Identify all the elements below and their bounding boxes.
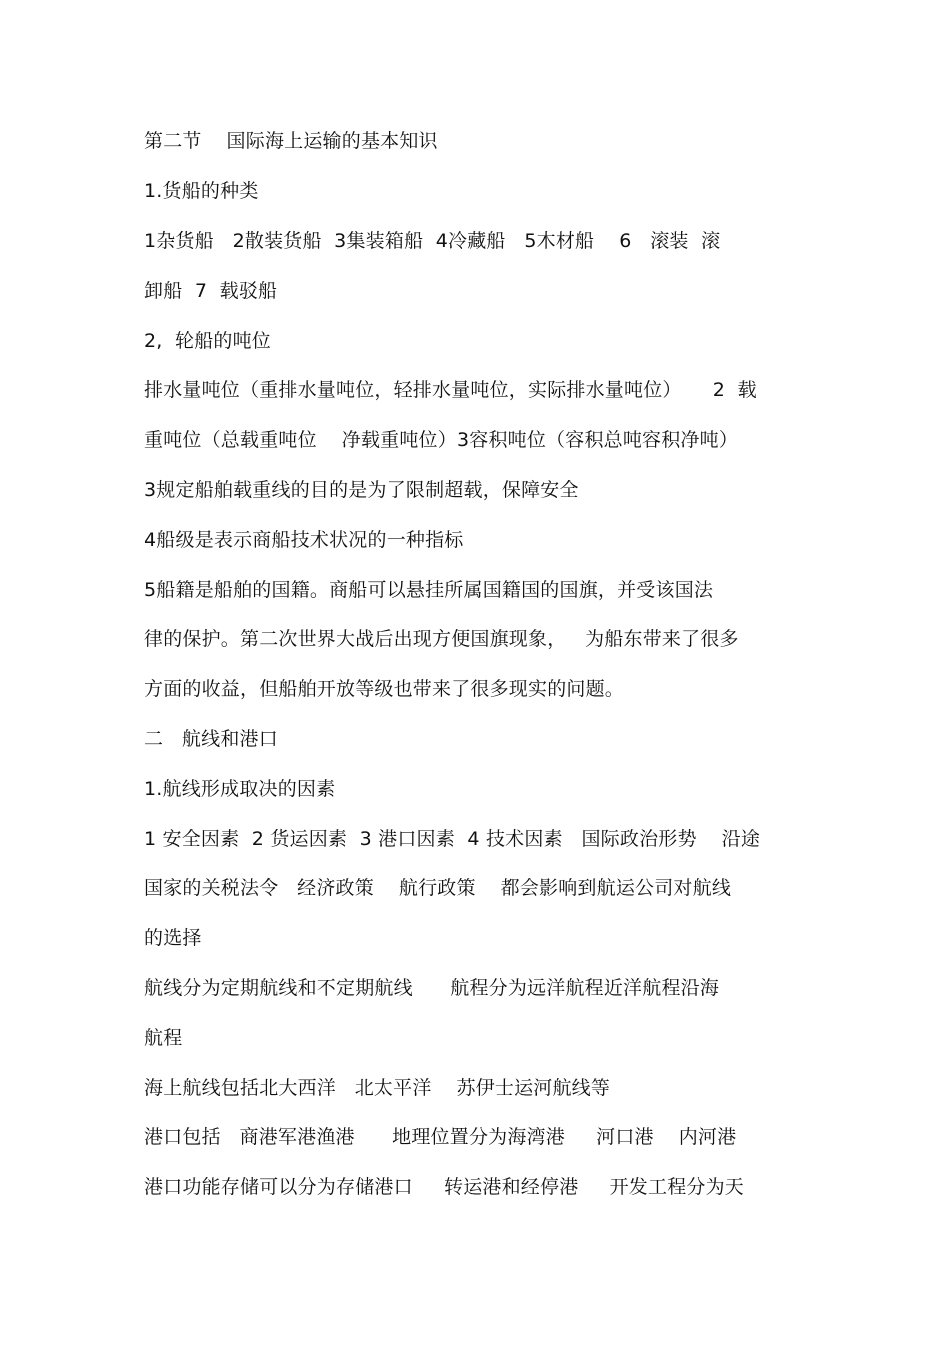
- text-line: 的选择: [144, 927, 202, 949]
- subheading-route-factors: 1.航线形成取决的因素: [144, 778, 336, 800]
- subheading-tonnage: 2, 轮船的吨位: [144, 330, 272, 352]
- text-line: 航程: [144, 1027, 183, 1049]
- text-line: 航线分为定期航线和不定期航线 航程分为远洋航程近洋航程沿海: [144, 977, 720, 999]
- section-heading: 第二节 国际海上运输的基本知识: [144, 130, 438, 152]
- text-line: 1杂货船 2散装货船 3集装箱船 4冷藏船 5木材船 6 滚装 滚: [144, 230, 721, 252]
- text-line: 1 安全因素 2 货运因素 3 港口因素 4 技术因素 国际政治形势 沿途: [144, 828, 761, 850]
- text-line: 港口包括 商港军港渔港 地理位置分为海湾港 河口港 内河港: [144, 1126, 737, 1148]
- text-line: 重吨位（总载重吨位 净载重吨位）3容积吨位（容积总吨容积净吨）: [144, 429, 739, 451]
- text-line: 港口功能存储可以分为存储港口 转运港和经停港 开发工程分为天: [144, 1176, 744, 1198]
- text-line: 方面的收益，但船舶开放等级也带来了很多现实的问题。: [144, 678, 625, 700]
- text-line: 律的保护。第二次世界大战后出现方便国旗现象， 为船东带来了很多: [144, 628, 739, 650]
- text-line: 3规定船舶载重线的目的是为了限制超载，保障安全: [144, 479, 579, 501]
- section-heading-routes-ports: 二 航线和港口: [144, 728, 278, 750]
- text-line: 4船级是表示商船技术状况的一种指标: [144, 529, 464, 551]
- text-line: 排水量吨位（重排水量吨位，轻排水量吨位，实际排水量吨位） 2 载: [144, 379, 757, 401]
- text-line: 海上航线包括北大西洋 北太平洋 苏伊士运河航线等: [144, 1077, 611, 1099]
- text-line: 卸船 7 载驳船: [144, 280, 278, 302]
- text-line: 5船籍是船舶的国籍。商船可以悬挂所属国籍国的国旗，并受该国法: [144, 579, 714, 601]
- subheading-ship-types: 1.货船的种类: [144, 180, 259, 202]
- text-line: 国家的关税法令 经济政策 航行政策 都会影响到航运公司对航线: [144, 877, 732, 899]
